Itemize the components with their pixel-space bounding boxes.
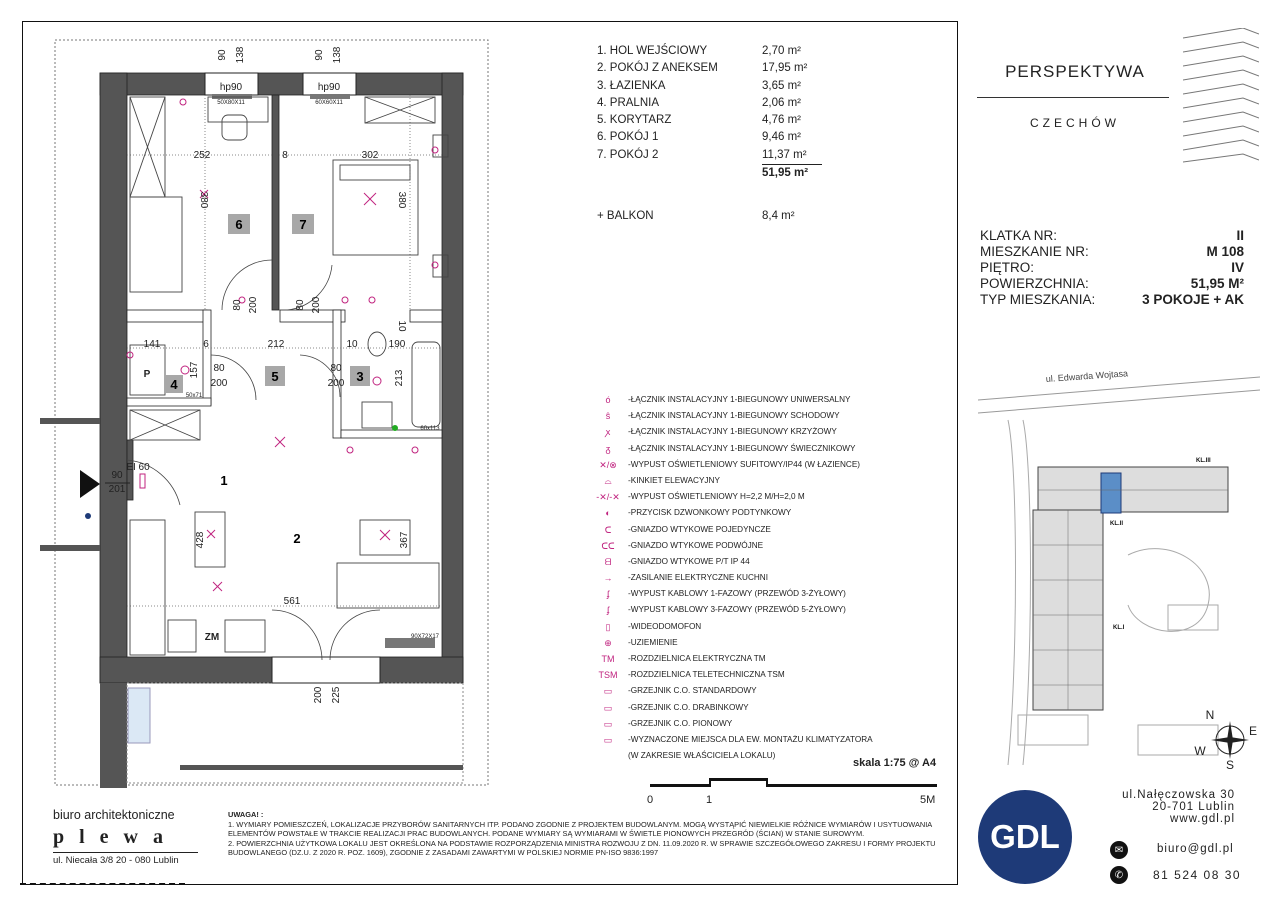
door-balcony-2 xyxy=(330,610,380,660)
legend-symbol-icon: ▭ xyxy=(603,702,613,713)
floor-plan xyxy=(40,36,600,796)
door-balcony-1 xyxy=(272,610,322,660)
legend-item xyxy=(588,651,873,667)
legend-item xyxy=(588,586,873,602)
room-2-label: 2 xyxy=(293,531,301,546)
legend-text: -ŁĄCZNIK INSTALACYJNY 1-BIEGUNOWY UNIWERSALNY xyxy=(628,395,851,404)
frame-dashed-bottom xyxy=(20,883,185,885)
legend-text: -WYPUST KABLOWY 1-FAZOWY (PRZEWÓD 3-ŻYŁOWY) xyxy=(628,589,846,599)
door-6 xyxy=(222,260,272,310)
legend-text: -ŁĄCZNIK INSTALACYJNY 1-BIEGUNOWY ŚWIECZNIKOWY xyxy=(628,443,856,453)
legend-text: -WYZNACZONE MIEJSCA DLA EW. MONTAŻU KLIMATYZATORA xyxy=(628,734,873,744)
legend-text: -ROZDZIELNICA ELEKTRYCZNA TM xyxy=(628,654,766,663)
legend-item xyxy=(588,441,873,457)
legend-text: -WYPUST KABLOWY 3-FAZOWY (PRZEWÓD 5-ŻYŁOWY) xyxy=(628,605,846,615)
sofa xyxy=(337,563,439,608)
dim-190: 190 xyxy=(388,339,406,350)
room-row: 3. ŁAZIENKA 3,65 m² xyxy=(597,79,801,92)
room-5-label: 5 xyxy=(271,369,279,384)
rad-size-3: 90X72X17 xyxy=(410,634,440,640)
window-3 xyxy=(272,657,380,683)
dim-10a: 10 xyxy=(346,339,358,350)
wall-mid-right xyxy=(410,310,442,322)
legend-symbol-icon: ⌓ xyxy=(604,475,612,486)
dim-252: 252 xyxy=(193,150,211,161)
legend-symbol-icon: ᑕᑕ xyxy=(601,540,615,551)
dim-225: 225 xyxy=(331,686,342,704)
dim-80a: 80 xyxy=(232,299,243,311)
dim-428: 428 xyxy=(195,531,206,549)
legend-item xyxy=(588,424,873,440)
legend-text: -ŁĄCZNIK INSTALACYJNY 1-BIEGUNOWY KRZYŻOWY xyxy=(628,427,837,437)
dim-80c: 80 xyxy=(213,363,225,374)
compass-w: W xyxy=(1194,744,1206,758)
legend-text: -GNIAZDO WTYKOWE P/T IP 44 xyxy=(628,556,750,566)
compass-s: S xyxy=(1225,758,1235,772)
bed-room6 xyxy=(130,197,182,292)
dim-213: 213 xyxy=(394,369,405,387)
washbasin xyxy=(362,402,392,428)
legend-symbol-icon: ⊕ xyxy=(604,637,612,648)
wall-pralnia-right xyxy=(203,310,211,405)
wall-partition-6-7 xyxy=(272,95,279,310)
wall-bottom-left xyxy=(100,657,272,683)
gdl-logo: GDL xyxy=(978,790,1072,884)
hp-1: hp90 xyxy=(219,82,243,93)
wall-bottom-right xyxy=(380,657,463,683)
ac-unit-balcony xyxy=(128,688,150,743)
compass-e: E xyxy=(1248,724,1258,738)
legend-symbol-icon: ó xyxy=(605,395,611,405)
architect-divider xyxy=(53,852,198,853)
legend xyxy=(588,392,873,764)
legend-symbol-icon: -✕/-✕ xyxy=(596,492,620,503)
gdl-street: ul.Nałęczowska 30 xyxy=(1122,789,1235,801)
legend-item xyxy=(588,683,873,699)
dim-212: 212 xyxy=(267,339,285,350)
legend-symbol-icon: ᑕ xyxy=(604,524,612,535)
door-7 xyxy=(287,265,332,310)
legend-text: -GRZEJNIK C.O. STANDARDOWY xyxy=(628,686,757,696)
room-area-table xyxy=(597,43,822,226)
legend-item xyxy=(588,602,873,618)
phone-icon: ✆ xyxy=(1110,866,1128,884)
legend-symbol-icon: ▭ xyxy=(603,734,613,745)
legend-text: -WYPUST OŚWIETLENIOWY SUFITOWY/IP44 (W ŁAZIENCE) xyxy=(628,459,861,469)
notes-head: UWAGA! : xyxy=(228,810,264,819)
map-kl2: KL.II xyxy=(1110,521,1123,527)
toilet xyxy=(368,332,386,356)
gdl-web[interactable]: www.gdl.pl xyxy=(1170,813,1235,825)
radiator-1 xyxy=(212,94,252,99)
pillow xyxy=(340,165,410,180)
legend-symbol-icon: ŝ xyxy=(605,411,611,422)
wall-pralnia-bottom xyxy=(127,398,211,406)
legend-symbol-icon: ▭ xyxy=(603,686,613,697)
legend-symbol-icon: ꭗ xyxy=(605,427,611,438)
dim-302: 302 xyxy=(361,150,379,161)
legend-text: -GNIAZDO WTYKOWE POJEDYNCZE xyxy=(628,524,771,534)
entry-door-ei: EI 60 xyxy=(126,462,150,473)
legend-symbol-icon: TSM xyxy=(598,670,618,681)
legend-text: (W ZAKRESIE WŁAŚCICIELA LOKALU) xyxy=(628,751,776,761)
brand-stripes-icon xyxy=(1183,28,1259,164)
legend-symbol-icon: ʄ xyxy=(606,589,610,600)
wall-ext-lower xyxy=(100,683,127,788)
room-row: 1. HOL WEJŚCIOWY 2,70 m² xyxy=(597,45,801,57)
room-3-label: 3 xyxy=(356,369,364,384)
site-map xyxy=(978,365,1260,775)
win-138b: 138 xyxy=(332,46,343,64)
gdl-address xyxy=(1085,789,1235,825)
dim-200b: 200 xyxy=(311,296,322,314)
desk-chair xyxy=(222,115,247,140)
scale-bar xyxy=(650,774,940,794)
legend-symbol-icon: ▯ xyxy=(605,621,611,632)
compass-n: N xyxy=(1205,708,1215,722)
apartment-info: KLATKA NR: II MIESZKANIE NR: M 108 PIĘTRO: IV POWIERZCHNIA: 51,95 M² TYP MIESZKANIA: 3 POKOJE + AK xyxy=(980,228,1244,307)
apartment-highlight xyxy=(1101,473,1121,513)
legend-item xyxy=(588,522,873,538)
legend-item xyxy=(588,635,873,651)
win-90b: 90 xyxy=(314,49,325,61)
legend-symbol-icon: ᗺ xyxy=(604,556,612,567)
rad-size-2: 60x113 xyxy=(420,426,440,432)
wall-left xyxy=(100,73,127,683)
scale-0: 0 xyxy=(647,794,654,806)
gdl-email[interactable]: biuro@gdl.pl xyxy=(1157,843,1234,855)
room-4-label: 4 xyxy=(170,377,178,392)
legend-item xyxy=(588,748,873,764)
architect-name: plewa xyxy=(53,826,178,848)
dim-380b: 380 xyxy=(396,191,407,209)
entry-door-width: 90 xyxy=(111,470,123,481)
balcony-rail xyxy=(180,765,463,770)
room-row: 5. KORYTARZ 4,76 m² xyxy=(597,114,801,127)
wall-top-mid xyxy=(258,73,303,95)
room-row: 4. PRALNIA 2,06 m² xyxy=(597,96,801,109)
room-row: 6. POKÓJ 1 9,46 m² xyxy=(597,131,801,144)
dim-10b: 10 xyxy=(396,320,407,332)
dim-157: 157 xyxy=(189,361,200,379)
win-size-1: 50X80X11 xyxy=(217,100,245,106)
scale-5: 5M xyxy=(920,794,936,806)
legend-text: -ZASILANIE ELEKTRYCZNE KUCHNI xyxy=(628,573,768,583)
legend-item xyxy=(588,667,873,683)
dim-200c: 200 xyxy=(210,378,228,389)
bathtub xyxy=(412,342,440,427)
map-kl3: KL.III xyxy=(1196,458,1211,464)
videophone-icon xyxy=(140,474,145,488)
legend-item xyxy=(588,489,873,505)
legend-text: -WIDEODOMOFON xyxy=(628,621,702,631)
win-138a: 138 xyxy=(235,46,246,64)
dim-200e: 200 xyxy=(313,686,324,704)
legend-text: -GRZEJNIK C.O. PIONOWY xyxy=(628,718,733,728)
wall-mid-left xyxy=(127,310,207,322)
legend-item xyxy=(588,408,873,424)
wall-ext-left-top xyxy=(40,418,100,424)
entry-arrow-icon xyxy=(80,470,100,498)
legend-item xyxy=(588,619,873,635)
legend-text: -KINKIET ELEWACYJNY xyxy=(628,475,720,485)
grounding-icon xyxy=(392,425,398,431)
legend-item xyxy=(588,554,873,570)
brand-name: PERSPEKTYWA xyxy=(1005,62,1145,81)
legend-text: -ROZDZIELNICA TELETECHNICZNA TSM xyxy=(628,670,785,680)
room-row: 7. POKÓJ 2 11,37 m² xyxy=(597,147,822,165)
wall-ext-left-bottom xyxy=(40,545,100,551)
mail-icon: ✉ xyxy=(1110,841,1128,859)
legend-symbol-icon: ʄ xyxy=(606,605,610,616)
dim-80d: 80 xyxy=(330,363,342,374)
wall-right xyxy=(442,73,463,683)
legend-item xyxy=(588,700,873,716)
legend-text: -ŁĄCZNIK INSTALACYJNY 1-BIEGUNOWY SCHODOWY xyxy=(628,411,840,421)
notes xyxy=(228,810,948,858)
room-row: 2. POKÓJ Z ANEKSEM 17,95 m² xyxy=(597,62,808,75)
legend-item xyxy=(588,538,873,554)
legend-symbol-icon: → xyxy=(603,573,613,584)
legend-text: -UZIEMIENIE xyxy=(628,637,678,647)
doorbell-icon xyxy=(85,513,91,519)
room-7-label: 7 xyxy=(299,217,307,232)
room-6-label: 6 xyxy=(235,217,243,232)
legend-text: -PRZYCISK DZWONKOWY PODTYNKOWY xyxy=(628,508,792,518)
zm-label: ZM xyxy=(204,632,220,643)
map-kl1: KL.I xyxy=(1113,625,1125,631)
legend-text: -WYPUST OŚWIETLENIOWY H=2,2 M/H=2,0 M xyxy=(628,492,805,502)
room-1-label: 1 xyxy=(220,473,228,488)
dim-380a: 380 xyxy=(198,191,209,209)
legend-item xyxy=(588,716,873,732)
scale-1: 1 xyxy=(706,794,713,806)
map-street: ul. Edwarda Wojtasa xyxy=(1045,368,1129,384)
dim-80b: 80 xyxy=(295,299,306,311)
win-size-2: 60X60X11 xyxy=(315,100,343,106)
dim-200d: 200 xyxy=(327,378,345,389)
legend-symbol-icon: ᵹ xyxy=(605,443,611,454)
legend-symbol-icon: ▭ xyxy=(603,718,613,729)
brand-logo xyxy=(985,62,1165,130)
gdl-phone[interactable]: 81 524 08 30 xyxy=(1153,868,1242,882)
dim-200a: 200 xyxy=(248,296,259,314)
stove xyxy=(225,620,265,652)
legend-symbol-icon: ✕/⊗ xyxy=(599,459,617,470)
kitchen-sink xyxy=(168,620,196,652)
radiator-2 xyxy=(310,94,350,99)
note-1: 1. WYMIARY POMIESZCZEŃ, LOKALIZACJE PRZYBORÓW SANITARNYCH ITP. PODANO ZGODNIE Z PROJEKTEM BUDOWLANYM. MOGĄ WYSTĄPIĆ NIEWIELKIE RÓŻNICE WYMIARÓW I USYTUOWANIA ELEMENTÓW POWSTAŁE W TRAKCIE REALIZACJI PRAC BUDOWLANYCH. PODANE WYMIARY SĄ WYMIARAMI W ŚWIETLE PIONOWYCH PRZEGRÓD (ŚCIAN) W STANIE SUROWYM. xyxy=(228,819,932,838)
legend-item xyxy=(588,732,873,748)
balcony-row: + BALKON 8,4 m² xyxy=(597,210,795,223)
wall-bath-left xyxy=(333,310,341,438)
legend-symbol-icon: ◐ xyxy=(605,508,611,519)
architect-office: biuro architektoniczne xyxy=(53,808,175,822)
dim-367: 367 xyxy=(399,531,410,549)
legend-symbol-icon: TM xyxy=(601,654,615,664)
total-row xyxy=(597,165,822,182)
scale-label: skala 1:75 @ A4 xyxy=(853,757,937,769)
legend-item xyxy=(588,457,873,473)
rad-size-1: 50x71 xyxy=(185,393,203,399)
brand-sub: CZECHÓW xyxy=(1030,116,1120,130)
dim-141: 141 xyxy=(143,339,161,350)
total-area: 51,95 m² xyxy=(762,167,809,180)
legend-item xyxy=(588,473,873,489)
dim-561: 561 xyxy=(283,596,301,607)
legend-text: -GRZEJNIK C.O. DRABINKOWY xyxy=(628,702,749,712)
note-2: 2. POWIERZCHNIA UŻYTKOWA LOKALU JEST OKREŚLONA NA PODSTAWIE ROZPORZĄDZENIA MINISTRA ROZWOJU Z DN. 11.09.2020 R. W SPRAWIE SZCZEGÓŁOWEGO ZAKRESU I FORMY PROJEKTU BUDOWLANEGO (DZ.U. Z 2020 R. POZ. 1609), ZGODNIE Z ZASADAMI ZAWARTYMI W POLSKIEJ NORMIE PN-ISO 9836:1997 xyxy=(228,838,936,857)
legend-item xyxy=(588,392,873,408)
pralnia-p-label: P xyxy=(143,369,151,380)
legend-item xyxy=(588,505,873,521)
dim-6: 6 xyxy=(203,339,209,350)
gdl-city: 20-701 Lublin xyxy=(1152,801,1235,813)
hp-2: hp90 xyxy=(317,82,341,93)
win-90a: 90 xyxy=(217,49,228,61)
kitchen-counter xyxy=(130,520,165,655)
legend-text: -GNIAZDO WTYKOWE PODWÓJNE xyxy=(628,540,764,550)
legend-item xyxy=(588,570,873,586)
dim-8: 8 xyxy=(282,150,288,161)
entry-door-height: 201 xyxy=(108,484,126,495)
architect-address: ul. Niecała 3/8 20 - 080 Lublin xyxy=(53,855,179,866)
